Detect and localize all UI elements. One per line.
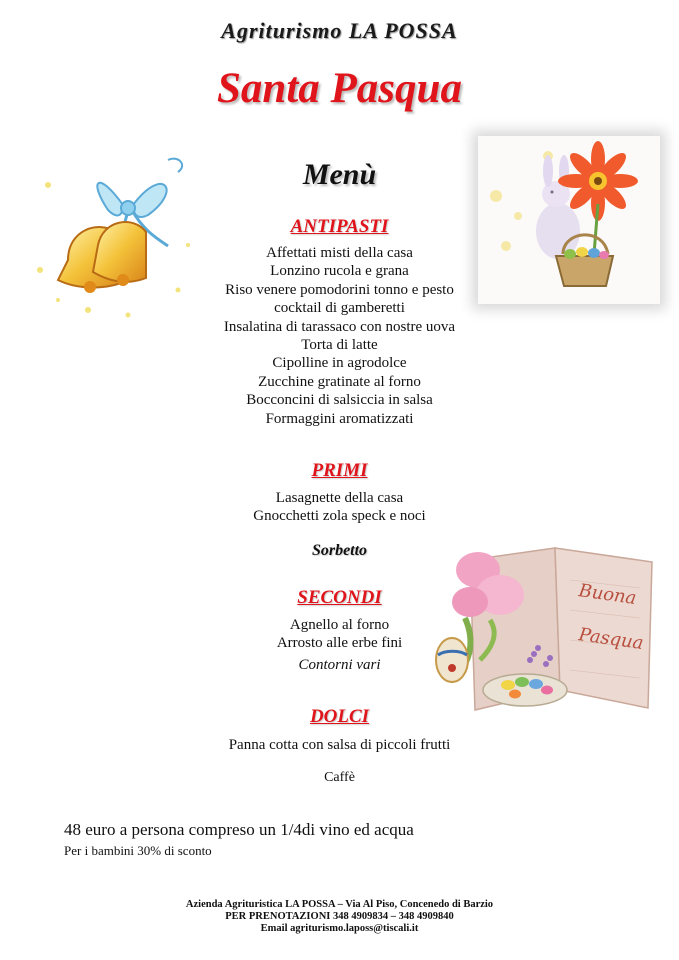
dolci-list [0,736,679,754]
card-text-pasqua: Pasqua [577,624,645,655]
antipasti-list [0,244,679,428]
page-title: Santa Pasqua [217,65,462,112]
list-item: Lasagnette della casa [275,490,404,506]
menu-heading: Menù [302,158,377,191]
list-item: Gnocchetti zola speck e noci [253,508,426,525]
footer-address: Azienda Agrituristica LA POSSA – Via Al Piso, Concenedo di Barzio [185,899,494,910]
list-item: Zucchine gratinate al forno [258,373,421,390]
greeting-card-eggs-icon [430,540,662,722]
footer-email: Email agriturismo.laposs@tiscali.it [260,923,419,934]
section-title-secondi: SECONDI [297,587,382,608]
list-item: cocktail di gamberetti [274,300,405,317]
list-item: Affettati misti della casa [266,245,413,261]
list-item: Arrosto alle erbe fini [276,635,403,652]
list-item: Agnello al forno [289,617,390,633]
footer-phone: PER PRENOTAZIONI 348 4909834 – 348 4909840 [225,911,454,922]
list-item: Insalatina di tarassaco con nostre uova [223,318,456,335]
list-item: Lonzino rucola e grana [270,263,409,280]
org-title: Agriturismo LA POSSA [221,18,458,43]
section-title-dolci: DOLCI [309,706,370,727]
list-item: Bocconcini di salsiccia in salsa [246,392,433,409]
kids-discount-line: Per i bambini 30% di sconto [64,843,212,858]
price-line: 48 euro a persona compreso un 1/4di vino ed acqua [64,820,414,839]
card-text-buona: Buona [577,580,638,610]
section-title-antipasti: ANTIPASTI [290,216,389,237]
list-item: Cipolline in agrodolce [272,355,407,372]
primi-list [0,489,679,526]
list-item: Panna cotta con salsa di piccoli frutti [228,737,451,753]
section-title-primi: PRIMI [311,460,368,481]
list-item: Riso venere pomodorini tonno e pesto [225,281,454,298]
list-item: Torta di latte [301,337,378,354]
list-item: Formaggini aromatizzati [265,410,414,427]
caffe-label: Caffè [324,770,355,785]
contorni-note: Contorni vari [298,657,381,673]
sorbetto-label: Sorbetto [311,542,368,559]
